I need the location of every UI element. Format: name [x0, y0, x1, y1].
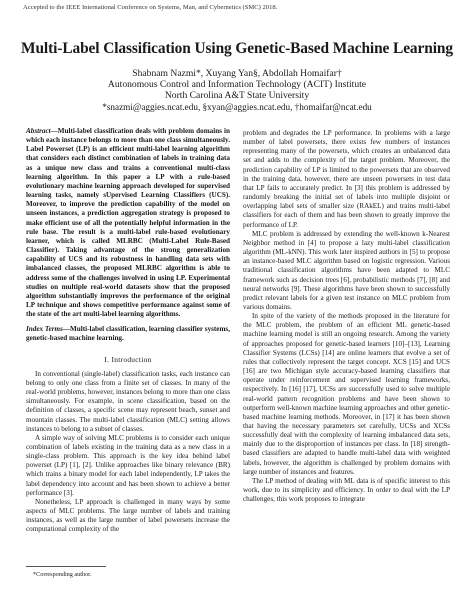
left-column — [26, 127, 230, 535]
index-terms-text: —Multi-label classification, learning classifier systems, genetic-based machine learning. — [26, 325, 230, 343]
intro-paragraph-2: A simple way of solving MLC problems is to consider each unique combination of labels existing in the training data as a new class in a single-class problem. This approach is the key idea behind label powerset (LP) [1], [2]. Unlike approaches like binary relevance (BR) which trains a binary model for each label independently, LP takes the label dependency into account and has been shown to achieve a better performance [3]. — [26, 433, 230, 497]
right-paragraph-1: problem and degrades the LP performance. In problems with a large number of label powersets, there exists few numbers of instances representing many of the powersets, which creates an unbalanced data set and adds to the complexity of the target problem. Moreover, the prediction capability of LP is limited to the powersets that are observed in the training data, however, there are unseen powersets in test data that LP fails to accurately predict. In [3] this problem is addressed by randomly breaking the initial set of labels into multiple disjoint or overlapping label sets of smaller size (RAkEL) and trains multi-label classifiers for each of them and has been shown to greatly improve the performance of LP. — [243, 129, 450, 229]
abstract-lead: Abstract — [26, 127, 51, 135]
right-paragraph-4: The LP method of dealing with ML data is of specific interest to this work, due to its simplicity and efficiency. In order to deal with the LP challenges, this work proposes to integrate — [243, 476, 450, 504]
right-paragraph-2: MLC problem is addressed by extending the well-known k-Nearest Neighbor method in [4] to propose a lazy multi-label classification algorithm (ML-kNN). This work later inspired authors in [5] to propose an instance-based MLC algorithm based on logistic regression. Various traditional classification algorithms have been adapted to MLC framework such as decision trees [6], probabilistic methods [7], [8] and neural networks [9]. These algorithms have been shown to successfully predict relevant labels for a given test instance on MLC problem from various domains. — [243, 229, 450, 311]
section-heading-introduction: I. Introduction — [104, 354, 152, 364]
right-paragraph-3: In spite of the variety of the methods proposed in the literature for the MLC problem, the problem of an efficient ML genetic-based machine learning model is still an ongoing research. Among the variety of approaches proposed for genetic-based learners [10]–[13], Learning Classifier Systems (LCSs) [14] are online learners that evolve a set of rules that collectively represent the target concept. XCS [15] and UCS [16] are two Michigan style accuracy-based learning classifiers that operate under reinforcement and supervised learning frameworks, respectively. In [16] [17], UCSs are successfully used to solve multiple real-world pattern recognition problems and have been shown to outperform well-known machine learning approaches and other genetic-based machine learning methods. Moreover, in [17] it has been shown that having the necessary parameters set carefully, UCSs and XCSs successfully deal with the complexity of learning imbalanced data sets, mainly due to the disproportion of instances per class. In [18] strength-based classifiers are adapted to handle multi-label data with weighted labels, however, the algorithm is challenged by problem domains with large number of instances and features. — [243, 312, 450, 476]
abstract-text: —Multi-label classification deals with problem domains in which each instance belongs to more than one class simultaneously. Label Powerset (LP) is an efficient multi-label learning algorithm that considers each distinct combination of labels in training data as a unique new class and trains a conventional multi-class learning algorithm. In this paper a LP with a rule-based evolutionary machine learning approach developed for supervised learning tasks, namely sUpervised Learning Classifiers (UCS). Moreover, to improve the prediction capability of the model on unseen instances, a prediction aggregation strategy is proposed to make efficient use of all the potentially helpful information in the rule base. The result is a multi-label rule-based evolutionary learner, which is called MLRBC (Multi-Label Rule-Based Classifier). Taking advantage of the strong generalization capability of UCS and its robustness in handling data sets with imbalanced classes, the proposed MLRBC algorithm is able to address some of the challenges involved in using LP. Experimental studies on multiple real-world datasets show that the proposed algorithm substantially improves the performance of the original LP technique and shows competitive performance against some of the state of the art multi-label learning algorithms. — [26, 127, 230, 319]
author-names: Shabnam Nazmi*, Xuyang Yan§, Abdollah Homaifar† — [132, 68, 342, 79]
running-head: Accepted to the IEEE International Conference on Systems, Man, and Cybernetics (SMC) 2018. — [23, 4, 278, 11]
author-emails: *snazmi@aggies.ncat.edu, §xyan@aggies.ncat.edu, †homaifar@ncat.edu — [102, 101, 372, 112]
right-column — [243, 129, 450, 504]
abstract — [26, 127, 230, 319]
author-block — [0, 68, 474, 113]
index-terms-lead: Index Terms — [26, 325, 63, 334]
footnote: *Corresponding author. — [33, 571, 92, 578]
intro-paragraph-3: Nonetheless, LP approach is challenged in many ways by some aspects of MLC problems. The large number of labels and training instances, as well as the large number of label powersets increase the computational complexity of the — [26, 497, 230, 534]
affiliation-university: North Carolina A&T State University — [164, 90, 310, 102]
index-terms — [26, 325, 230, 343]
intro-paragraph-1: In conventional (single-label) classification tasks, each instance can belong to only one class from a finite set of classes. In many of the real-world problems, however, instances belong to more than one class simultaneously. For example, in scene classification, based on the definition of classes, a specific scene may represent beach, sunset and mountain classes. The multi-label classification (MLC) setting allows instances to belong to a subset of classes. — [26, 369, 230, 433]
affiliation-institute: Autonomous Control and Information Technology (ACIT) Institute — [107, 79, 367, 91]
footnote-rule — [26, 566, 106, 567]
paper-title: Multi-Label Classification Using Genetic-Based Machine Learning — [21, 40, 453, 57]
